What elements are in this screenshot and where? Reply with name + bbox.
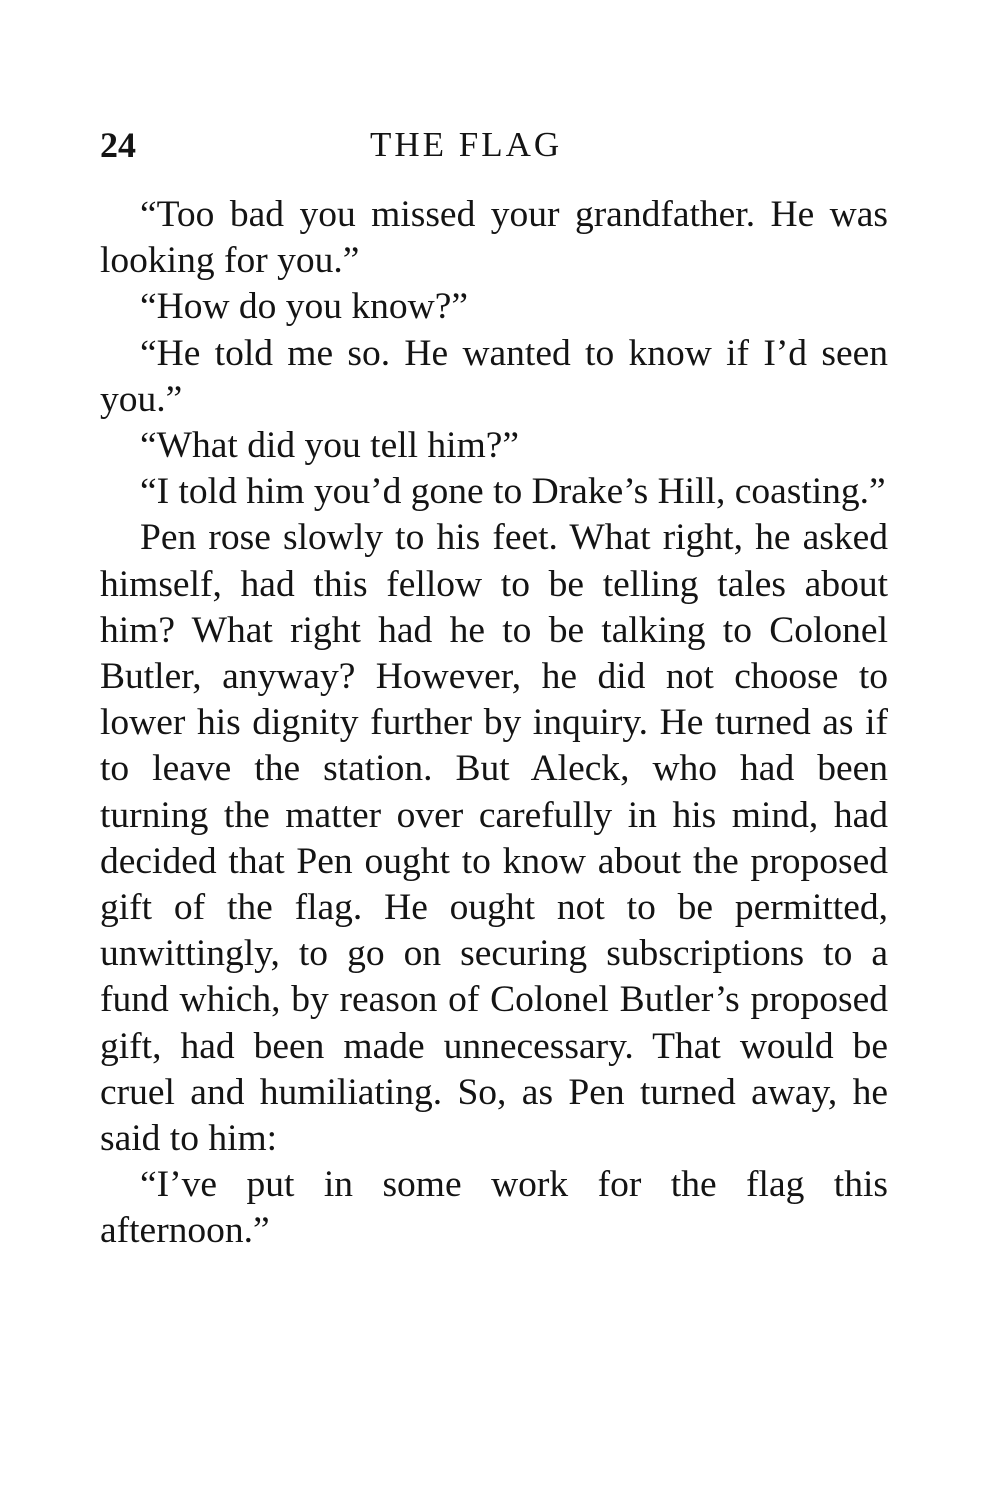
paragraph: “I’ve put in some work for the flag this afternoon.” [100,1164,888,1252]
paragraph: “How do you know?” [140,286,469,328]
paragraph: “He told me so. He wanted to know if I’d seen you.” [100,332,888,420]
page-number: 24 [100,125,136,165]
paragraph: “I told him you’d gone to Drake’s Hill, coasting.” [140,471,886,513]
paragraph: Pen rose slowly to his feet. What right, he asked himself, had this fellow to be telling tales about him? What right had he to be talking to Colonel Butler, anyway? However, he did not choose to lower his dignity further by inquiry. He turned as if to leave the station. But Aleck, who had been turning the matter over carefully in his mind, had decided that Pen ought to know about the proposed gift of the flag. He ought not to be permitted, unwittingly, to go on securing subscriptions to a fund which, by reason of Colonel Butler’s proposed gift, had been made unnecessary. That would be cruel and humiliating. So, as Pen turned away, he said to him: [100,517,888,1160]
body-text [100,192,888,1255]
paragraph: “Too bad you missed your grandfather. He was looking for you.” [100,194,888,282]
paragraph: “What did you tell him?” [140,425,520,467]
running-head [100,120,888,170]
running-title: THE FLAG [370,125,563,164]
